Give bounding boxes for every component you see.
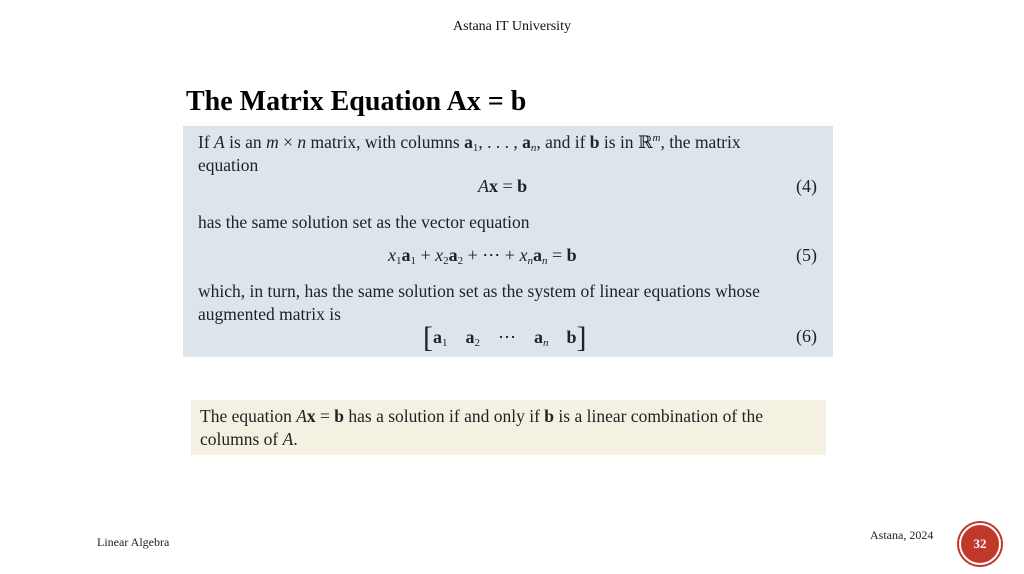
slide-title: The Matrix Equation Ax = b [186,86,527,117]
footer-course: Linear Algebra [97,535,170,549]
definition-box [183,126,833,357]
equation-5-number: (5) [796,245,817,265]
page-number-badge: 32 [959,523,1001,565]
header-university: Astana IT University [453,19,571,34]
definition-line-3: has the same solution set as the vector equation [198,212,530,232]
equation-6: [$a_1$ $a_2$ ⋯ $a_n$ b] [423,321,587,354]
theorem-box [191,400,826,455]
definition-line-5: augmented matrix is [198,304,341,324]
definition-line-2: equation [198,155,259,175]
equation-4: Ax = b [478,176,528,196]
definition-line-1: If A is an m × n matrix, with columns $a_1$, . . . , $a_n$, and if b is in ℝ$^m$, the matrix [198,132,741,154]
definition-line-4: which, in turn, has the same solution set as the system of linear equations whose [198,281,760,301]
equation-6-number: (6) [796,326,817,346]
theorem-line-1: The equation Ax = b has a solution if and only if b is a linear combination of the [200,406,763,426]
equation-5: $x_1a_1 + x_2a_2$ + ⋯ + $x_na_n = b$ [388,245,577,267]
equation-4-number: (4) [796,176,817,196]
footer-place-date: Astana, 2024 [870,528,934,542]
theorem-line-2: columns of A. [200,429,298,449]
